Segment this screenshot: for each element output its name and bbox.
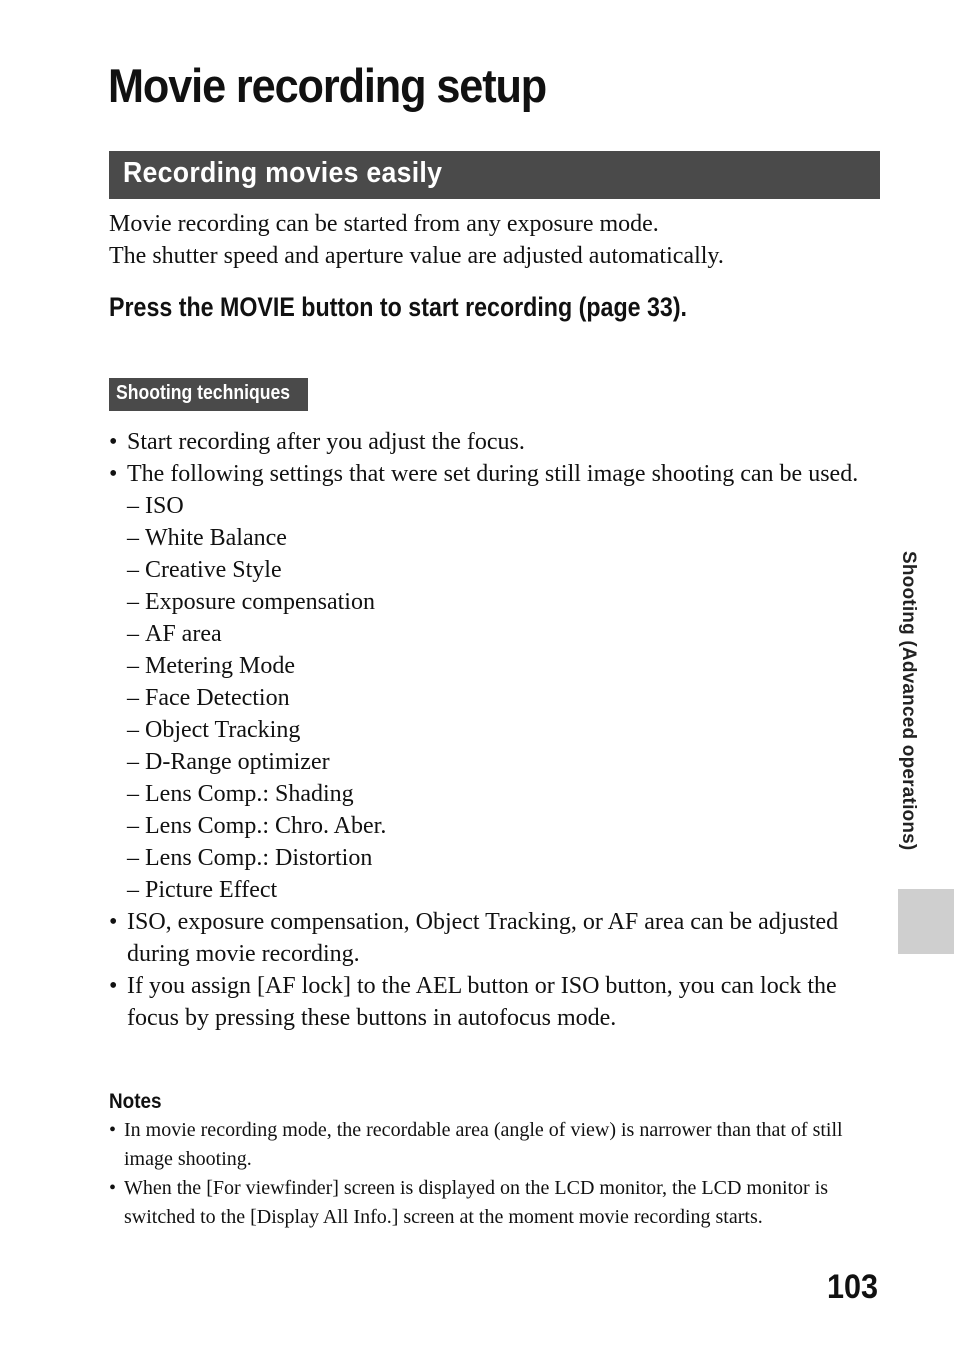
- settings-item: – AF area: [109, 618, 869, 650]
- settings-item: – White Balance: [109, 522, 869, 554]
- settings-item: – Metering Mode: [109, 650, 869, 682]
- settings-item: – Picture Effect: [109, 874, 869, 906]
- list-item: • If you assign [AF lock] to the AEL button or ISO button, you can lock the focus by pressing these buttons in autofocus mode.: [109, 970, 869, 1034]
- list-item: • Start recording after you adjust the focus.: [109, 426, 869, 458]
- settings-item: – Object Tracking: [109, 714, 869, 746]
- settings-item: – Face Detection: [109, 682, 869, 714]
- intro-line: Movie recording can be started from any exposure mode.: [109, 211, 659, 237]
- settings-item: – ISO: [109, 490, 869, 522]
- list-item: • The following settings that were set during still image shooting can be used.: [109, 458, 869, 490]
- chapter-thumb-tab: [898, 889, 954, 954]
- settings-item: – Creative Style: [109, 554, 869, 586]
- notes-list: [109, 1116, 884, 1232]
- intro-line: The shutter speed and aperture value are adjusted automatically.: [109, 243, 724, 269]
- note-item: • In movie recording mode, the recordable area (angle of view) is narrower than that of still image shooting.: [109, 1116, 884, 1174]
- chapter-side-label-text: Shooting (Advanced operations): [898, 551, 919, 851]
- settings-item: – Exposure compensation: [109, 586, 869, 618]
- techniques-list: [109, 426, 869, 1034]
- intro-paragraph: [109, 208, 724, 272]
- chapter-side-label: [895, 551, 923, 871]
- settings-item: – D-Range optimizer: [109, 746, 869, 778]
- notes-heading: Notes: [109, 1090, 162, 1113]
- step-instruction: Press the MOVIE button to start recording (page 33).: [109, 292, 688, 322]
- page-title: Movie recording setup: [108, 59, 547, 112]
- list-item: • ISO, exposure compensation, Object Tracking, or AF area can be adjusted during movie recording.: [109, 906, 869, 970]
- settings-item: – Lens Comp.: Shading: [109, 778, 869, 810]
- section-heading-bar: [109, 151, 880, 199]
- settings-item: – Lens Comp.: Chro. Aber.: [109, 810, 869, 842]
- page-number: 103: [827, 1268, 879, 1306]
- techniques-heading-bar: [109, 378, 308, 411]
- section-heading: Recording movies easily: [123, 157, 443, 189]
- note-item: • When the [For viewfinder] screen is displayed on the LCD monitor, the LCD monitor is switched to the [Display All Info.] screen at the moment movie recording starts.: [109, 1174, 884, 1232]
- settings-item: – Lens Comp.: Distortion: [109, 842, 869, 874]
- techniques-heading: Shooting techniques: [116, 382, 291, 404]
